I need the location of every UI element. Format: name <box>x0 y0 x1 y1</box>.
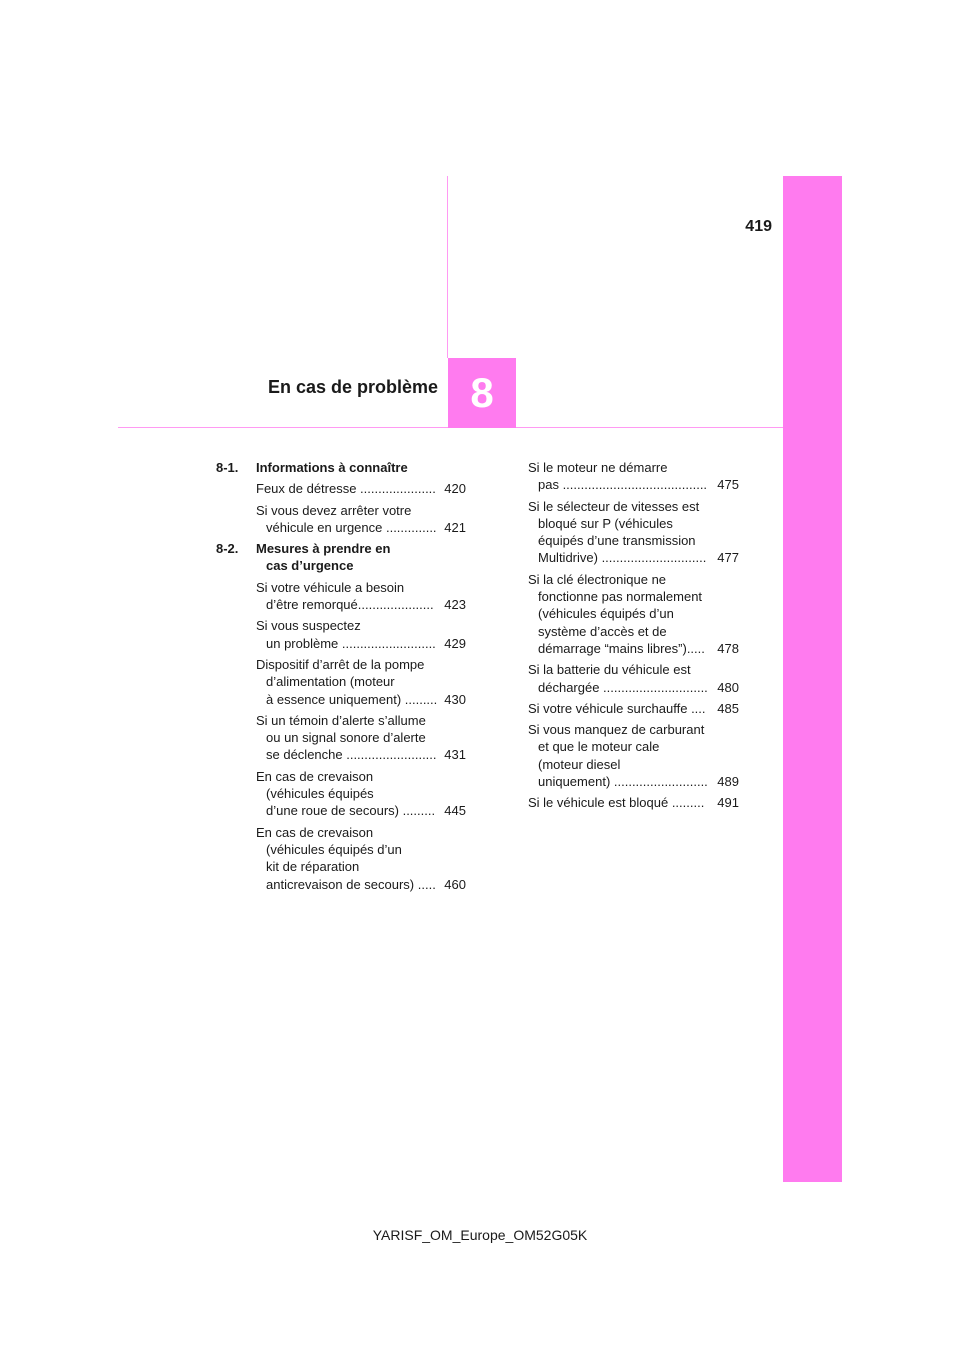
toc-entry-text: (véhicules équipés d’un <box>538 606 674 622</box>
toc-entry-text: (véhicules équipés <box>266 786 374 802</box>
toc-entry-text: d’une roue de secours) ......... <box>266 803 436 819</box>
toc-entry-text: démarrage “mains libres”)..... <box>538 640 705 656</box>
chapter-title: En cas de problème <box>267 377 438 397</box>
toc-entry-text: un problème .......................... <box>266 635 436 651</box>
toc-entry-text: anticrevaison de secours) ..... <box>266 876 436 892</box>
toc-entry-text: système d’accès et de <box>538 623 667 639</box>
toc-entry-page: 460 <box>444 876 466 892</box>
toc-entry-page: 430 <box>444 691 466 707</box>
toc-entry-text: équipés d’une transmission <box>538 533 696 549</box>
toc-entry-page: 431 <box>444 747 466 763</box>
toc-entry-page: 491 <box>717 795 739 811</box>
toc-entry[interactable] <box>256 656 466 708</box>
section-number: 8-1. <box>216 460 239 475</box>
toc-entry-text: véhicule en urgence .............. <box>266 519 437 535</box>
toc-entry-text: Dispositif d’arrêt de la pompe <box>256 656 425 672</box>
toc-entry-text: Si votre véhicule surchauffe .... <box>528 700 706 716</box>
toc-entry-text: déchargée ............................. <box>538 679 708 695</box>
toc-entry-text: bloqué sur P (véhicules <box>538 515 673 531</box>
toc-section-heading <box>216 540 466 575</box>
toc-entry-text: Si le sélecteur de vitesses est <box>528 498 700 514</box>
toc-entry[interactable] <box>528 661 739 696</box>
toc-entry-page: 421 <box>444 519 466 535</box>
section-number: 8-2. <box>216 541 239 557</box>
chapter-thumb-tab <box>783 176 842 1182</box>
toc-entry-page: 480 <box>717 679 739 695</box>
toc-entry[interactable] <box>528 459 739 494</box>
chapter-number-box <box>448 358 516 428</box>
toc-entry[interactable] <box>528 721 739 790</box>
page-number: 419 <box>745 218 772 235</box>
toc-entry-text: kit de réparation <box>266 859 360 875</box>
toc-entry[interactable] <box>256 617 466 652</box>
toc-entry[interactable] <box>256 502 466 537</box>
toc-entry-text: fonctionne pas normalement <box>538 589 703 605</box>
toc-entry-text: et que le moteur cale <box>538 739 660 755</box>
section-title: Mesures à prendre en cas d’urgence <box>256 541 391 574</box>
toc-entry[interactable] <box>256 480 466 497</box>
toc-entry-page: 489 <box>717 774 739 790</box>
toc-entry-page: 478 <box>717 640 739 656</box>
toc-right-column <box>528 459 739 816</box>
toc-entry-text: Si vous devez arrêter votre <box>256 502 412 518</box>
toc-entry-text: En cas de crevaison <box>256 824 374 840</box>
chapter-number: 8 <box>470 369 494 416</box>
document-footer-code: YARISF_OM_Europe_OM52G05K <box>372 1227 588 1243</box>
toc-entry-text: Si la batterie du véhicule est <box>528 662 691 678</box>
header-vertical-rule <box>447 176 448 358</box>
toc-entry-text: Si votre véhicule a besoin <box>256 579 405 595</box>
toc-entry[interactable] <box>256 712 466 764</box>
toc-entry-page: 475 <box>717 477 739 493</box>
toc-left-column <box>216 459 466 897</box>
toc-entry-text: Si un témoin d’alerte s’allume <box>256 712 426 728</box>
toc-entry-page: 423 <box>444 597 466 613</box>
toc-entry[interactable] <box>256 579 466 614</box>
toc-entry-text: Feux de détresse ..................... <box>256 481 436 497</box>
toc-entry-page: 485 <box>717 700 739 716</box>
toc-entry-text: Si le moteur ne démarre <box>528 460 668 475</box>
toc-entry-text: Si la clé électronique ne <box>528 571 667 587</box>
toc-entry-text: ou un signal sonore d’alerte <box>266 730 426 746</box>
toc-entry-text: Si vous suspectez <box>256 618 361 634</box>
toc-entry-page: 429 <box>444 635 466 651</box>
toc-entry-text: En cas de crevaison <box>256 768 374 784</box>
toc-entry-text: Si le véhicule est bloqué ......... <box>528 795 705 811</box>
toc-entry[interactable] <box>528 571 739 657</box>
toc-entry-text: uniquement) .......................... <box>538 774 708 790</box>
toc-entry-text: à essence uniquement) ......... <box>266 691 438 707</box>
toc-entry-text: (véhicules équipés d’un <box>266 841 402 857</box>
toc-entry-text: d’alimentation (moteur <box>266 674 395 690</box>
toc-section-heading <box>216 459 466 476</box>
toc-entry-page: 477 <box>717 550 739 566</box>
toc-entry-text: pas ........................................ <box>538 477 708 493</box>
toc-entry-text: (moteur diesel <box>538 756 621 772</box>
toc-entry-text: Si vous manquez de carburant <box>528 722 705 738</box>
toc-entry-text: se déclenche ......................... <box>266 747 437 763</box>
toc-entry[interactable] <box>256 824 466 893</box>
toc-entry[interactable] <box>528 794 739 811</box>
toc-entry-text: Multidrive) ............................. <box>538 550 707 566</box>
toc-entry-page: 420 <box>444 481 466 497</box>
toc-entry-page: 445 <box>444 803 466 819</box>
toc-entry[interactable] <box>256 768 466 820</box>
toc-entry[interactable] <box>528 498 739 567</box>
toc-entry[interactable] <box>528 700 739 717</box>
toc-entry-text: d’être remorqué..................... <box>266 597 434 613</box>
section-title: Informations à connaître <box>256 460 408 475</box>
